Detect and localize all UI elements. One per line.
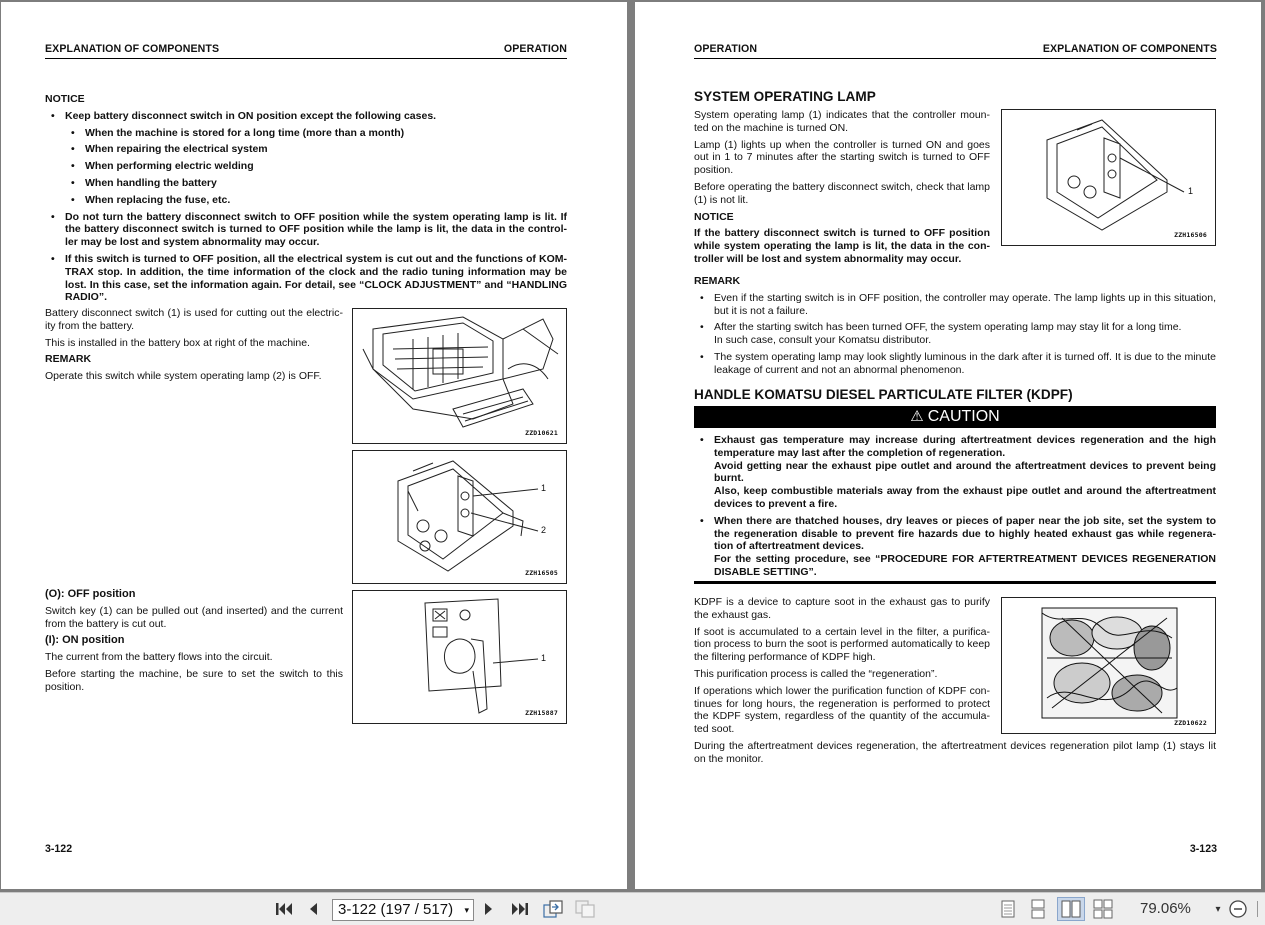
next-page-icon[interactable]	[478, 897, 500, 921]
caution-item	[694, 515, 1216, 579]
header-right: OPERATION	[503, 43, 567, 55]
caution-text: • When there are thatched houses, dry leaves or pieces of paper near the job site, set the system to the regeneration disable to prevent fire hazards due to highly heated exhaust gas while regenera-tion of aftertreatment devices.	[714, 514, 1216, 553]
previous-page-icon[interactable]	[302, 897, 324, 921]
page-3-122	[1, 2, 627, 889]
remark-title: REMARK	[694, 275, 741, 287]
remark-item-line: In such case, consult your Komatsu distributor.	[714, 334, 932, 347]
paragraph: KDPF is a device to capture soot in the exhaust gas to purify the exhaust gas.	[694, 596, 990, 621]
switch-positions-text	[45, 588, 343, 698]
figure-code: ZZD10621	[525, 429, 558, 437]
page-number: 3-123	[1189, 843, 1217, 855]
header-left: OPERATION	[694, 43, 758, 55]
page-number-input[interactable]	[332, 899, 474, 921]
notice-bullet: • If this switch is turned to OFF position, all the electrical system is cut out and the functions of KOM-TRAX stop. In addition, the time information of the clock and the radio tuning information may be lost. In this case, set the information again. For detail, see “CLOCK ADJUSTMENT” and “HANDLING RADIO”.	[45, 253, 567, 304]
switch-key-illustration	[353, 591, 567, 724]
remark-block	[694, 275, 1216, 381]
remark-text: Operate this switch while system operating lamp (2) is OFF.	[45, 370, 322, 383]
kdpf-regeneration-text: During the aftertreatment devices regeneration, the aftertreatment devices regeneration pilot lamp (1) stays lit on the monitor.	[694, 740, 1216, 765]
header-rule	[45, 58, 567, 59]
caution-banner	[694, 406, 1216, 428]
caution-text: • Exhaust gas temperature may increase during aftertreatment devices regeneration and the high temperature may last after the completion of regeneration.	[714, 434, 1216, 459]
paragraph: Lamp (1) lights up when the controller is turned ON and goes out in 1 to 7 minutes after the starting switch is turned to OFF position.	[694, 138, 990, 177]
last-page-icon[interactable]	[507, 897, 533, 921]
remark-item-line: • After the starting switch has been turned OFF, the system operating lamp may stay lit for a long time.	[714, 321, 1182, 334]
single-page-view-icon[interactable]	[996, 897, 1020, 921]
figure-code: ZZH16505	[525, 569, 558, 577]
battery-box-figure	[352, 308, 567, 444]
remark-title: REMARK	[45, 353, 92, 366]
caution-text: For the setting procedure, see “PROCEDURE FOR AFTERTREATMENT DEVICES REGENERATION DISABLE SETTING”.	[714, 553, 1216, 578]
divider-icon	[1252, 897, 1264, 921]
callout-1: 1	[541, 653, 547, 663]
continuous-view-icon[interactable]	[1026, 897, 1050, 921]
zoom-level[interactable]: 79.06%	[1140, 900, 1191, 917]
paragraph: If operations which lower the purification function of KDPF con-tinues for long hours, the regeneration is performed to protect the KDPF system, regardless of the quantity of the accumula-ted soot.	[694, 684, 990, 736]
viewer-toolbar	[0, 892, 1265, 925]
figure-code: ZZH15887	[525, 709, 558, 717]
battery-switch-location-figure	[352, 450, 567, 584]
off-position-text: Switch key (1) can be pulled out (and inserted) and the current from the battery is cut out.	[45, 604, 343, 630]
paragraph: Battery disconnect switch (1) is used for cutting out the electric-ity from the battery.	[45, 307, 343, 332]
go-forward-view-icon[interactable]	[572, 897, 598, 921]
first-page-icon[interactable]	[272, 897, 296, 921]
paragraph: If soot is accumulated to a certain level in the filter, a purifica-tion process to burn the soot is performed automatically to keep the filtering performance of KDPF high.	[694, 625, 990, 664]
notice-sub-item: • When performing electric welding	[65, 160, 567, 173]
notice-text: If the battery disconnect switch is turned to OFF position while system operating the lamp is lit, the data in the con-troller will be lost and system abnormality may occur.	[694, 227, 990, 265]
page-number: 3-122	[45, 843, 73, 855]
notice-sub-item: • When handling the battery	[65, 177, 567, 190]
battery-box-illustration	[353, 309, 567, 444]
paragraph: This purification process is called the “regeneration”.	[694, 667, 938, 680]
callout-1: 1	[541, 483, 547, 493]
switch-key-figure	[352, 590, 567, 724]
chevron-down-icon[interactable]: ▾	[464, 905, 469, 915]
continuous-facing-view-icon[interactable]	[1090, 897, 1116, 921]
caution-label: CAUTION	[927, 408, 1000, 425]
kdpf-figure	[1001, 597, 1216, 734]
go-back-view-icon[interactable]	[540, 897, 566, 921]
header-left: EXPLANATION OF COMPONENTS	[45, 43, 220, 55]
caution-text: Also, keep combustible materials away from the exhaust pipe outlet and around the aftertreatment devices to prevent a fire.	[714, 485, 1216, 510]
zoom-out-icon[interactable]	[1226, 897, 1250, 921]
on-position-text: The current from the battery flows into the circuit.	[45, 651, 273, 664]
caution-bottom-rule	[694, 581, 1216, 584]
system-lamp-illustration	[1002, 110, 1216, 246]
remark-item: • Even if the starting switch is in OFF position, the controller may operate. The lamp lights up in this situation, but it is not a failure.	[694, 292, 1216, 318]
notice-title: NOTICE	[45, 93, 85, 105]
on-position-title: (I): ON position	[45, 634, 125, 647]
page-indicator: 3-122 (197 / 517)	[338, 901, 454, 918]
notice-block	[45, 93, 567, 308]
notice-bullet-text: Keep battery disconnect switch in ON position except the following cases.	[65, 109, 437, 122]
paragraph: System operating lamp (1) indicates that the controller moun-ted on the machine is turned ON.	[694, 109, 990, 134]
warning-icon: ⚠	[910, 408, 924, 425]
kdpf-engine-illustration	[1002, 598, 1216, 734]
system-operating-lamp-title: SYSTEM OPERATING LAMP	[694, 89, 876, 104]
system-lamp-text	[694, 109, 990, 270]
header-right: EXPLANATION OF COMPONENTS	[1042, 43, 1217, 55]
before-starting-text: Before starting the machine, be sure to set the switch to this position.	[45, 667, 343, 693]
page-3-123	[635, 2, 1261, 889]
kdpf-title: HANDLE KOMATSU DIESEL PARTICULATE FILTER (KDPF)	[694, 387, 1073, 402]
caution-text: Avoid getting near the exhaust pipe outlet and around the aftertreatment devices to prevent being burnt.	[714, 459, 1216, 485]
notice-bullet	[45, 110, 567, 207]
notice-title: NOTICE	[694, 210, 734, 223]
switch-location-illustration	[353, 451, 567, 584]
zoom-dropdown-icon[interactable]: ▾	[1215, 903, 1221, 915]
notice-bullet: • Do not turn the battery disconnect switch to OFF position while the system operating lamp is lit. If the battery disconnect switch is turned to OFF position while the lamp is lit, the data in the control-ler may be lost and system abnormality may occur.	[45, 211, 567, 249]
notice-sub-item: • When replacing the fuse, etc.	[65, 194, 567, 207]
figure-code: ZZD10622	[1174, 719, 1207, 727]
system-lamp-figure	[1001, 109, 1216, 246]
off-position-title: (O): OFF position	[45, 588, 136, 600]
remark-item: • The system operating lamp may look slightly luminous in the dark after it is turned off. It is due to the minute leakage of current and not an abnormal phenomenon.	[694, 351, 1216, 377]
facing-view-icon[interactable]	[1057, 897, 1085, 921]
battery-switch-text	[45, 307, 343, 387]
notice-sub-item: • When repairing the electrical system	[65, 143, 567, 156]
caution-item	[694, 434, 1216, 511]
remark-item	[694, 321, 1216, 347]
header-rule	[694, 58, 1216, 59]
caution-block	[694, 434, 1216, 583]
paragraph: Before operating the battery disconnect switch, check that lamp (1) is not lit.	[694, 180, 990, 206]
paragraph: This is installed in the battery box at right of the machine.	[45, 336, 310, 349]
callout-1: 1	[1188, 186, 1194, 196]
callout-2: 2	[541, 525, 547, 535]
notice-sub-item: • When the machine is stored for a long time (more than a month)	[65, 127, 567, 140]
kdpf-text	[694, 596, 990, 740]
figure-code: ZZH16506	[1174, 231, 1207, 239]
